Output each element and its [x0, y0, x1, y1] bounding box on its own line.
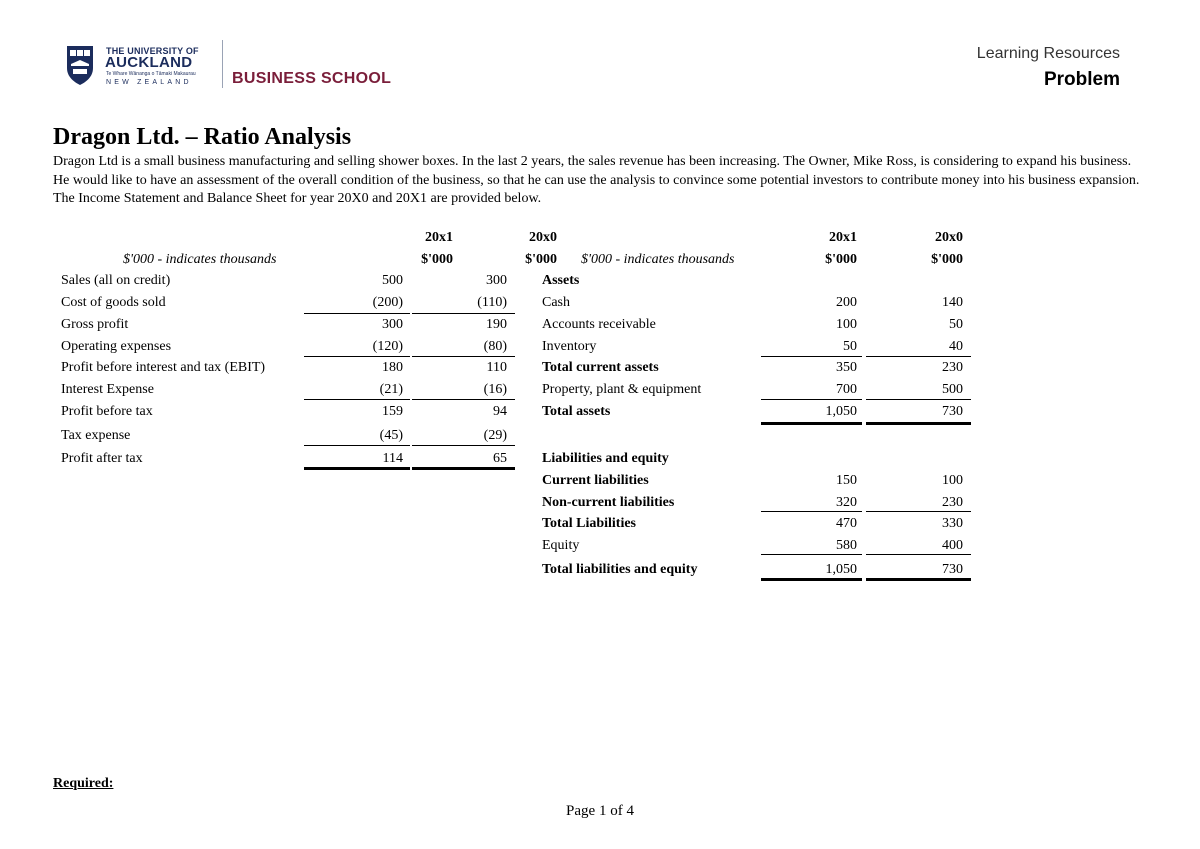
business-school-label: BUSINESS SCHOOL — [232, 70, 392, 87]
balance_sheet-row-value-year0: 100 — [942, 473, 963, 488]
income_statement-row — [53, 293, 523, 313]
income_statement-row-value-year0: 110 — [486, 360, 507, 375]
total-double-rule — [412, 467, 515, 470]
balance_sheet-row-value-year0: 140 — [942, 295, 963, 310]
income-year0: 20x0 — [529, 230, 557, 245]
balance_sheet-row-value-year0: 40 — [949, 339, 963, 354]
total-double-rule — [761, 422, 862, 425]
total-double-rule — [866, 422, 971, 425]
income_statement-row — [53, 337, 523, 357]
balance_sheet-row-label: Current liabilities — [542, 473, 649, 488]
income_statement-row-value-year1: 500 — [382, 273, 403, 288]
balance_sheet-row-label: Total assets — [542, 404, 611, 419]
subtotal-rule — [866, 356, 971, 357]
balance_sheet-row-value-year0: 230 — [942, 495, 963, 510]
balance-year1: 20x1 — [829, 230, 857, 245]
balance_sheet-row-value-year1: 150 — [836, 473, 857, 488]
balance_sheet-row — [541, 560, 971, 580]
subtotal-rule — [761, 511, 862, 512]
income_statement-row-label: Profit before tax — [61, 404, 153, 419]
income-unit1: $'000 — [421, 252, 453, 267]
subtotal-rule — [761, 399, 862, 400]
balance-unit-header — [541, 250, 971, 270]
income_statement-row-value-year1: (200) — [372, 295, 403, 310]
doc-type-label: Problem — [1043, 69, 1120, 90]
subtotal-rule — [866, 554, 971, 555]
balance_sheet-row-label: Liabilities and equity — [542, 451, 669, 466]
income_statement-row-value-year0: 190 — [486, 317, 507, 332]
balance_sheet-row-label: Accounts receivable — [542, 317, 656, 332]
total-double-rule — [866, 578, 971, 581]
subtotal-rule — [304, 313, 410, 314]
income_statement-row — [53, 449, 523, 469]
income_statement-row-value-year0: 65 — [493, 451, 507, 466]
balance_sheet-row-label: Assets — [542, 273, 580, 288]
balance_sheet-row-value-year1: 100 — [836, 317, 857, 332]
income_statement-row — [53, 380, 523, 400]
balance_sheet-row — [541, 380, 971, 400]
balance_sheet-row-value-year0: 330 — [942, 516, 963, 531]
income-unit-note: $'000 - indicates thousands — [123, 252, 277, 267]
income_statement-row — [53, 271, 523, 291]
balance_sheet-row — [541, 358, 971, 378]
subtotal-rule — [412, 356, 515, 357]
balance_sheet-row-value-year0: 730 — [942, 404, 963, 419]
balance_sheet-row-value-year1: 1,050 — [825, 562, 857, 577]
income_statement-row-value-year0: (29) — [483, 428, 507, 443]
section-label: Learning Resources — [976, 45, 1120, 62]
income_statement-row-value-year0: 300 — [486, 273, 507, 288]
income_statement-row-value-year1: (21) — [379, 382, 403, 397]
balance_sheet-row-label: Total Liabilities — [542, 516, 637, 531]
income_statement-row-value-year1: 114 — [382, 451, 403, 466]
income_statement-row-label: Tax expense — [61, 428, 131, 443]
balance-year-header — [541, 228, 971, 248]
balance-year0: 20x0 — [935, 230, 963, 245]
university-country: NEW ZEALAND — [106, 79, 192, 86]
subtotal-rule — [412, 399, 515, 400]
income_statement-row-label: Sales (all on credit) — [61, 273, 171, 288]
income_statement-row-value-year1: 159 — [382, 404, 403, 419]
university-maori-name: Te Whare Wānanga o Tāmaki Makaurau — [106, 71, 196, 77]
income_statement-row — [53, 426, 523, 446]
balance_sheet-row — [541, 449, 971, 469]
balance_sheet-row — [541, 536, 971, 556]
income_statement-row-value-year0: (110) — [477, 295, 507, 310]
balance-unit0: $'000 — [931, 252, 963, 267]
balance_sheet-row-label: Cash — [542, 295, 570, 310]
balance_sheet-row — [541, 337, 971, 357]
balance_sheet-row — [541, 271, 971, 291]
income_statement-row-value-year0: (16) — [483, 382, 507, 397]
income_statement-row-value-year1: (120) — [372, 339, 403, 354]
subtotal-rule — [304, 356, 410, 357]
income_statement-row-value-year1: (45) — [379, 428, 403, 443]
page-title: Dragon Ltd. – Ratio Analysis — [53, 124, 352, 150]
income_statement-row-value-year0: (80) — [483, 339, 507, 354]
university-name: AUCKLAND — [105, 54, 193, 71]
balance_sheet-row — [541, 471, 971, 491]
subtotal-rule — [412, 445, 515, 446]
balance_sheet-row-value-year0: 400 — [942, 538, 963, 553]
balance_sheet-row-label: Property, plant & equipment — [542, 382, 702, 397]
balance-unit-note: $'000 - indicates thousands — [581, 252, 735, 267]
income-unit-header — [53, 250, 557, 270]
university-line1: THE UNIVERSITY OF — [106, 46, 199, 56]
total-double-rule — [304, 467, 410, 470]
balance_sheet-row-label: Total liabilities and equity — [542, 562, 698, 577]
balance_sheet-row — [541, 493, 971, 513]
total-double-rule — [761, 578, 862, 581]
income_statement-row-label: Gross profit — [61, 317, 129, 332]
income_statement-row — [53, 402, 523, 422]
income-year1: 20x1 — [425, 230, 453, 245]
income_statement-row-label: Profit after tax — [61, 451, 143, 466]
income_statement-row-label: Cost of goods sold — [61, 295, 166, 310]
balance_sheet-row-label: Total current assets — [542, 360, 659, 375]
balance_sheet-row-value-year0: 500 — [942, 382, 963, 397]
balance_sheet-row-label: Inventory — [542, 339, 597, 354]
balance_sheet-row-value-year0: 230 — [942, 360, 963, 375]
balance_sheet-row — [541, 402, 971, 422]
income_statement-row-label: Profit before interest and tax (EBIT) — [61, 360, 266, 375]
balance_sheet-row-value-year1: 200 — [836, 295, 857, 310]
income_statement-row-label: Operating expenses — [61, 339, 172, 354]
balance_sheet-row-value-year1: 320 — [836, 495, 857, 510]
balance_sheet-row-value-year1: 50 — [843, 339, 857, 354]
subtotal-rule — [304, 445, 410, 446]
balance_sheet-row-label: Equity — [542, 538, 580, 553]
balance_sheet-row-value-year0: 50 — [949, 317, 963, 332]
required-heading: Required: — [53, 776, 114, 791]
balance_sheet-row-value-year1: 580 — [836, 538, 857, 553]
income_statement-row-value-year1: 180 — [382, 360, 403, 375]
balance_sheet-row-value-year1: 700 — [836, 382, 857, 397]
subtotal-rule — [761, 356, 862, 357]
balance_sheet-row — [541, 293, 971, 313]
balance_sheet-row-value-year1: 350 — [836, 360, 857, 375]
page-number: Page 1 of 4 — [566, 803, 634, 819]
balance_sheet-row — [541, 315, 971, 335]
balance_sheet-row — [541, 514, 971, 534]
income_statement-row-value-year1: 300 — [382, 317, 403, 332]
balance_sheet-row-value-year1: 1,050 — [825, 404, 857, 419]
subtotal-rule — [866, 511, 971, 512]
intro-paragraph: Dragon Ltd is a small business manufacturing and selling shower boxes. In the last 2 years, the sales revenue has been increasing. The Owner, Mike Ross, is considering to expand his business. He would like to have an assessment of the overall condition of the business, so that he can use the analysis to convince some potential investors to contribute money into his business expansion. The Income Statement and Balance Sheet for year 20X0 and 20X1 are provided below. — [53, 154, 1140, 206]
balance_sheet-row-value-year0: 730 — [942, 562, 963, 577]
income_statement-row-label: Interest Expense — [61, 382, 154, 397]
balance_sheet-row-label: Non-current liabilities — [542, 495, 675, 510]
balance-unit1: $'000 — [825, 252, 857, 267]
subtotal-rule — [412, 313, 515, 314]
university-crest-icon — [66, 44, 94, 86]
header-divider — [222, 40, 223, 88]
income-year-header — [53, 228, 557, 248]
income-unit0: $'000 — [525, 252, 557, 267]
subtotal-rule — [866, 399, 971, 400]
income_statement-row-value-year0: 94 — [493, 404, 507, 419]
balance_sheet-row-value-year1: 470 — [836, 516, 857, 531]
subtotal-rule — [304, 399, 410, 400]
income_statement-row — [53, 358, 523, 378]
income_statement-row — [53, 315, 523, 335]
subtotal-rule — [761, 554, 862, 555]
